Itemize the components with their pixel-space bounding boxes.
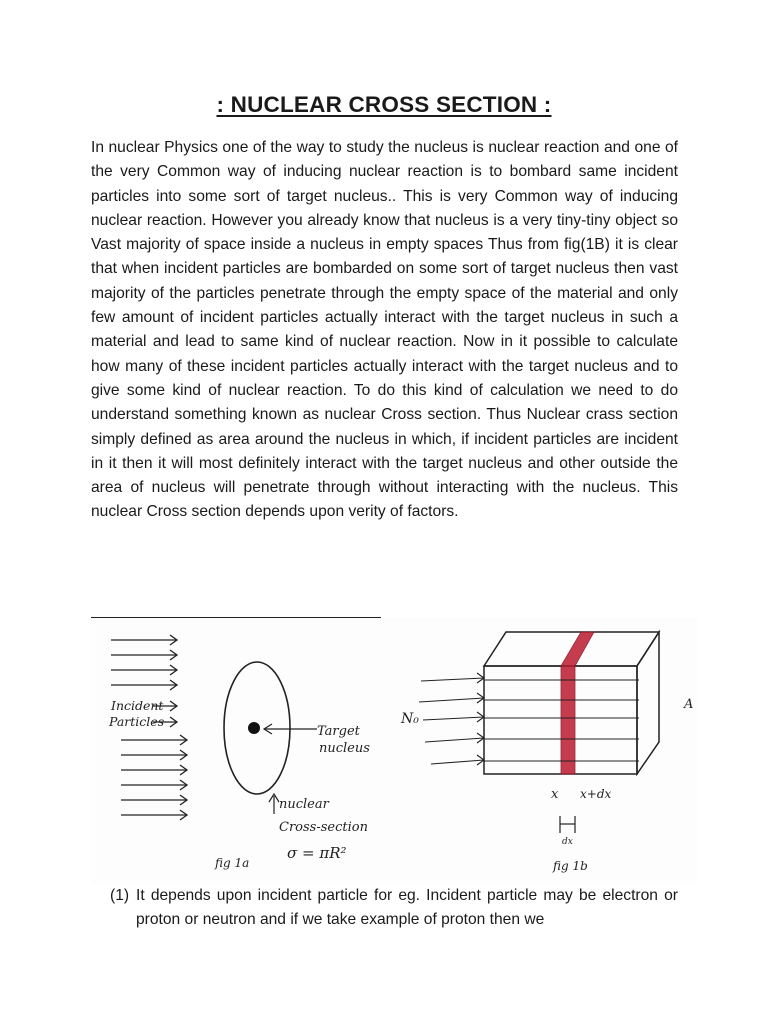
target-label-2: nucleus <box>319 741 370 756</box>
list-text: It depends upon incident particle for eg. Incident particle may be electron or proton or neutron and if we take example of proton then we <box>136 887 678 929</box>
n0-label: N₀ <box>401 711 419 727</box>
fig1b-caption: fig 1b <box>553 859 588 873</box>
cross-label-2: Cross-section <box>279 820 368 835</box>
area-label: A <box>684 697 694 712</box>
incident-label-1: Incident <box>111 698 164 713</box>
dx-label: dx <box>562 837 573 847</box>
figure-panel <box>91 618 698 883</box>
x-label: x <box>551 787 559 802</box>
incident-label-2: Particles <box>109 714 165 729</box>
list-item <box>110 884 678 933</box>
formula-sigma: σ = πR² <box>287 844 347 862</box>
dx-marker <box>560 816 575 833</box>
slab-strip <box>561 632 594 774</box>
page-title: : NUCLEAR CROSS SECTION : <box>216 92 552 117</box>
list-number: (1) <box>110 887 130 904</box>
fig1a-caption: fig 1a <box>215 856 250 870</box>
slab-arrows <box>419 673 639 765</box>
xdx-label: x+dx <box>580 787 612 801</box>
target-nucleus-dot <box>248 722 260 734</box>
target-label-1: Target <box>317 724 360 739</box>
cross-label-1: nuclear <box>279 797 329 812</box>
figure-drawing <box>91 618 698 883</box>
intro-paragraph: In nuclear Physics one of the way to study the nucleus is nuclear reaction and one of the very Common way of inducing nuclear reaction is to bombard same incident particles into some sort of target nucleus.. This is very Common way of inducing nuclear reaction. However you already know that nucleus is a very tiny-tiny object so Vast majority of space inside a nucleus in empty spaces Thus from fig(1B) it is clear that when incident particles are bombarded on some sort of target nucleus then vast majority of the particles penetrate through the empty space of the material and only few amount of incident particles actually interact with the target nucleus in such a material and lead to same kind of nuclear reaction. Now in it possible to calculate how many of these incident particles actually interact with the target nucleus and to give some kind of nuclear reaction. To do this kind of calculation we need to do understand something known as nuclear Cross section. Thus Nuclear crass section simply defined as area around the nucleus in which, if incident particles are incident in it then it will most definitely interact with the target nucleus and other outside the area of nucleus will penetrate through without interacting with the nucleus. This nuclear Cross section depends upon verity of factors. <box>91 139 678 521</box>
